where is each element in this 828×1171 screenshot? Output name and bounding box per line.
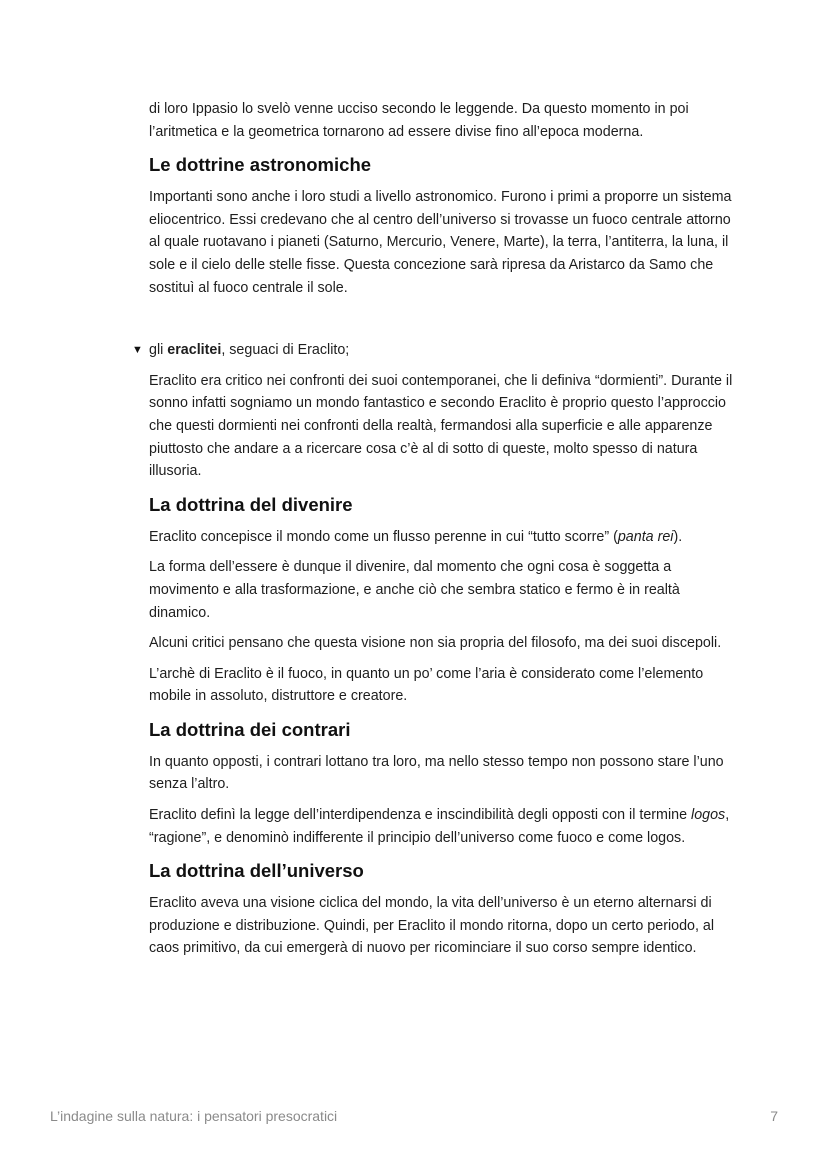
section-spacer [149,307,739,339]
toggle-label [149,339,739,362]
heading-dottrina-divenire: La dottrina del divenire [149,493,353,515]
toggle-triangle-icon[interactable]: ▼ [132,344,143,357]
divenire-paragraph-1 [149,526,739,549]
toggle-label-prefix: gli [149,342,168,359]
contrari-paragraph-2 [149,804,739,849]
heading-dottrina-universo: La dottrina dell’universo [149,860,364,882]
heading-dottrina-contrari: La dottrina dei contrari [149,718,351,740]
contrari-paragraph-1: In quanto opposti, i contrari lottano tra loro, ma nello stesso tempo non possono stare l’uno senza l’altro. [149,753,724,793]
contrari-p2-end: , “ragione”, e denominò indifferente il principio dell’universo come fuoco e come logos. [149,807,730,846]
contrari-p2-text: Eraclito definì la legge dell’interdipendenza e inscindibilità degli opposti con il termine [149,807,692,824]
toggle-label-bold: eraclitei [167,342,222,359]
footer-document-title: L’indagine sulla natura: i pensatori presocratici [50,1108,338,1124]
divenire-p1-end: ). [673,528,683,545]
toggle-label-suffix: , seguaci di Eraclito; [221,342,350,359]
astronomiche-paragraph: Importanti sono anche i loro studi a livello astronomico. Furono i primi a proporre un sistema eliocentrico. Essi credevano che al centro dell’universo si trovasse un fuoco centrale attorno al quale ruotavano i pianeti (Saturno, Mercurio, Venere, Marte), la terra, l’antiterra, la luna, il sole e il cielo delle stelle fisse. Questa concezione sarà ripresa da Aristarco da Samo che sostituì al fuoco centrale il sole. [149,189,732,296]
intro-paragraph: di loro Ippasio lo svelò venne ucciso secondo le leggende. Da questo momento in poi l’aritmetica e la geometrica tornarono ad essere divise fino all’epoca moderna. [149,101,689,140]
heading-dottrine-astronomiche: Le dottrine astronomiche [149,154,372,176]
divenire-paragraph-2: La forma dell’essere è dunque il divenire, dal momento che ogni cosa è soggetta a movimento e alla trasformazione, e anche ciò che sembra statico e fermo è in realtà dinamico. [149,559,680,621]
footer-page-number: 7 [770,1108,778,1124]
toggle-eraclitei[interactable] [132,339,739,362]
eraclitei-paragraph: Eraclito era critico nei confronti dei suoi contemporanei, che li definiva “dormienti”. Durante il sonno infatti sogniamo un mondo fantastico e secondo Eraclito è proprio questo l’approccio che questi dormienti nei confronti della realtà, fermandosi alla superficie e alle apparenze piuttosto che andare a a ricercare cosa c’è al di sotto di queste, molto spesso di natura illusoria. [149,372,733,480]
universo-paragraph: Eraclito aveva una visione ciclica del mondo, la vita dell’universo è un eterno alternarsi di produzione e distribuzione. Quindi, per Eraclito il mondo ritorna, dopo un certo periodo, al caos primitivo, da cui emergerà di nuovo per ricominciare il suo corso sempre identico. [149,895,715,957]
divenire-p1-text: Eraclito concepisce il mondo come un flusso perenne in cui “tutto scorre” ( [149,528,618,545]
divenire-paragraph-4: L’archè di Eraclito è il fuoco, in quanto un po’ come l’aria è considerato come l’elemento mobile in assoluto, distruttore e creatore. [149,665,704,705]
divenire-paragraph-3: Alcuni critici pensano che questa visione non sia propria del filosofo, ma dei suoi discepoli. [149,635,722,652]
divenire-p1-italic: panta rei [617,528,674,545]
page-content [132,98,739,968]
contrari-p2-italic: logos [691,807,726,824]
